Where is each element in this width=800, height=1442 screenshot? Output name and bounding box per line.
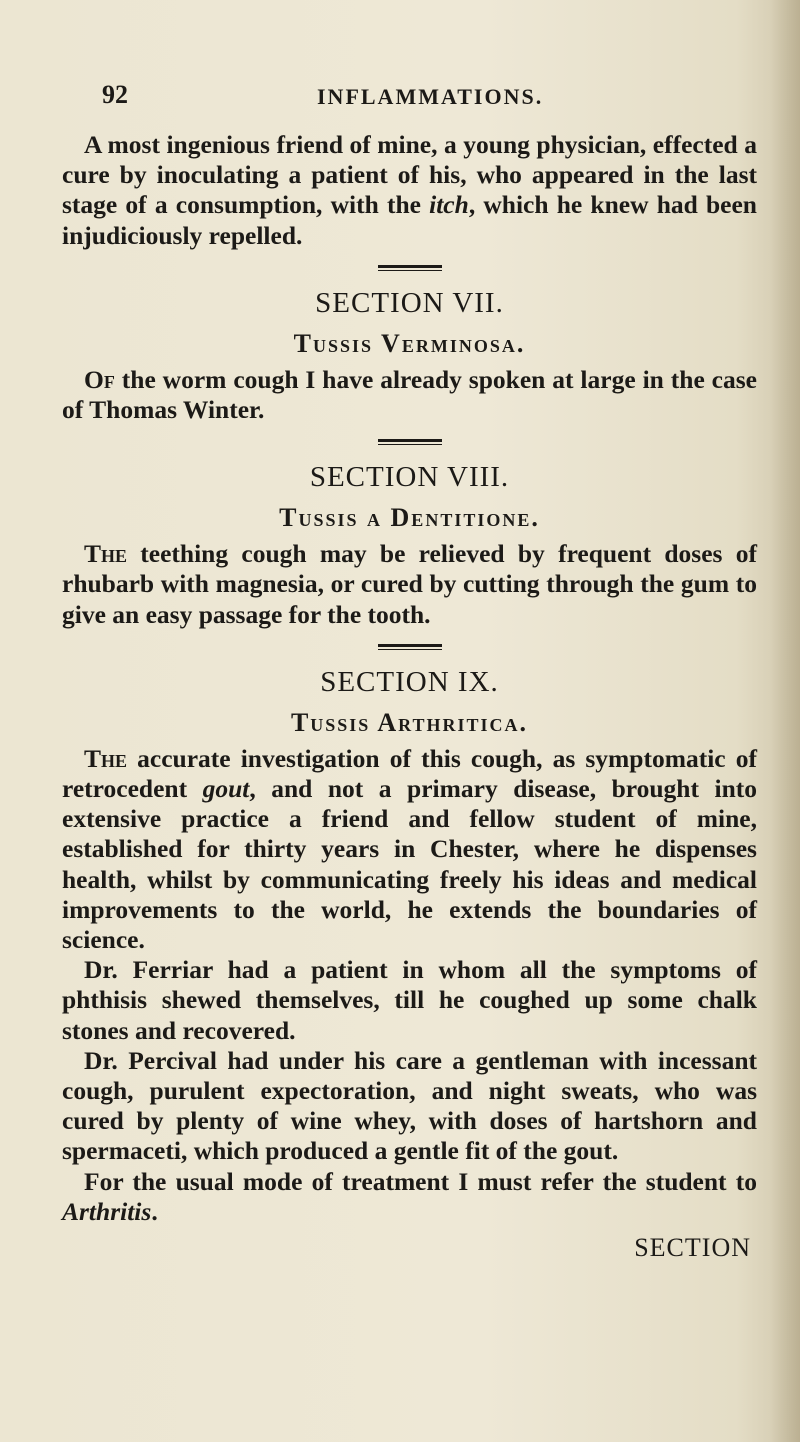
intro-text-b: , which he knew had been injudiciously repelled.	[62, 190, 757, 250]
intro-italic: itch	[429, 190, 469, 220]
body-text	[62, 130, 757, 1263]
section-rule	[378, 265, 442, 271]
section-rule	[378, 439, 442, 445]
paragraph-text-a: For the usual mode of treatment I must refer the student to	[84, 1166, 757, 1196]
page-number: 92	[102, 80, 128, 109]
paragraph-lead: Of	[84, 364, 115, 394]
paragraph-usual-treatment	[62, 1167, 757, 1227]
paragraph-italic: Arthritis	[62, 1196, 152, 1226]
paragraph-teething-cough	[62, 539, 757, 630]
intro-paragraph	[62, 130, 757, 251]
paragraph-text-b: , and not a primary disease, brought into extensive practice a friend and fellow student of mine, established for thirty years in Chester, where he dispenses health, whilst by communicating freely his ideas and medical improvements to the world, he extends the boundaries of science.	[62, 774, 757, 955]
running-head	[102, 80, 762, 114]
paragraph-worm-cough	[62, 365, 757, 425]
paragraph-text: teething cough may be relieved by frequent doses of rhubarb with magnesia, or cured by cutting through the gum to give an easy passage for the tooth.	[62, 539, 757, 629]
paragraph-italic: gout	[202, 774, 250, 804]
paragraph-lead: The	[84, 539, 128, 569]
section-heading-viii: SECTION VIII.	[309, 461, 510, 494]
paragraph-text: the worm cough I have already spoken at large in the case of Thomas Winter.	[62, 364, 757, 425]
paragraph-text-b: .	[151, 1196, 158, 1226]
catchword: SECTION	[634, 1233, 751, 1263]
running-title: INFLAMMATIONS.	[317, 84, 544, 109]
paragraph-percival: Dr. Percival had under his care a gentleman with incessant cough, purulent expectoration, and night sweats, who was cured by plenty of wine whey, with doses of hartshorn and spermaceti, which produced a gentle fit of the gout.	[62, 1045, 757, 1166]
intro-text-a: A most ingenious friend of mine, a young physician, effected a cure by inoculating a patient of his, who appeared in the last stage of a consumption, with the	[62, 130, 757, 220]
section-subtitle-vii: Tussis Verminosa.	[293, 328, 526, 358]
paragraph-lead: The	[84, 743, 128, 773]
section-rule	[378, 644, 442, 650]
section-heading-vii: SECTION VII.	[315, 286, 504, 319]
paragraph-gout-cough	[62, 744, 757, 955]
page-edge-shadow	[770, 0, 800, 1442]
section-subtitle-viii: Tussis a Dentitione.	[279, 503, 540, 533]
paragraph-ferriar: Dr. Ferriar had a patient in whom all the symptoms of phthisis shewed themselves, till he coughed up some chalk stones and recovered.	[62, 955, 757, 1045]
paragraph-text-a: accurate investigation of this cough, as symptomatic of retrocedent	[62, 743, 757, 804]
section-heading-ix: SECTION IX.	[320, 665, 499, 698]
section-subtitle-ix: Tussis Arthritica.	[290, 707, 529, 737]
